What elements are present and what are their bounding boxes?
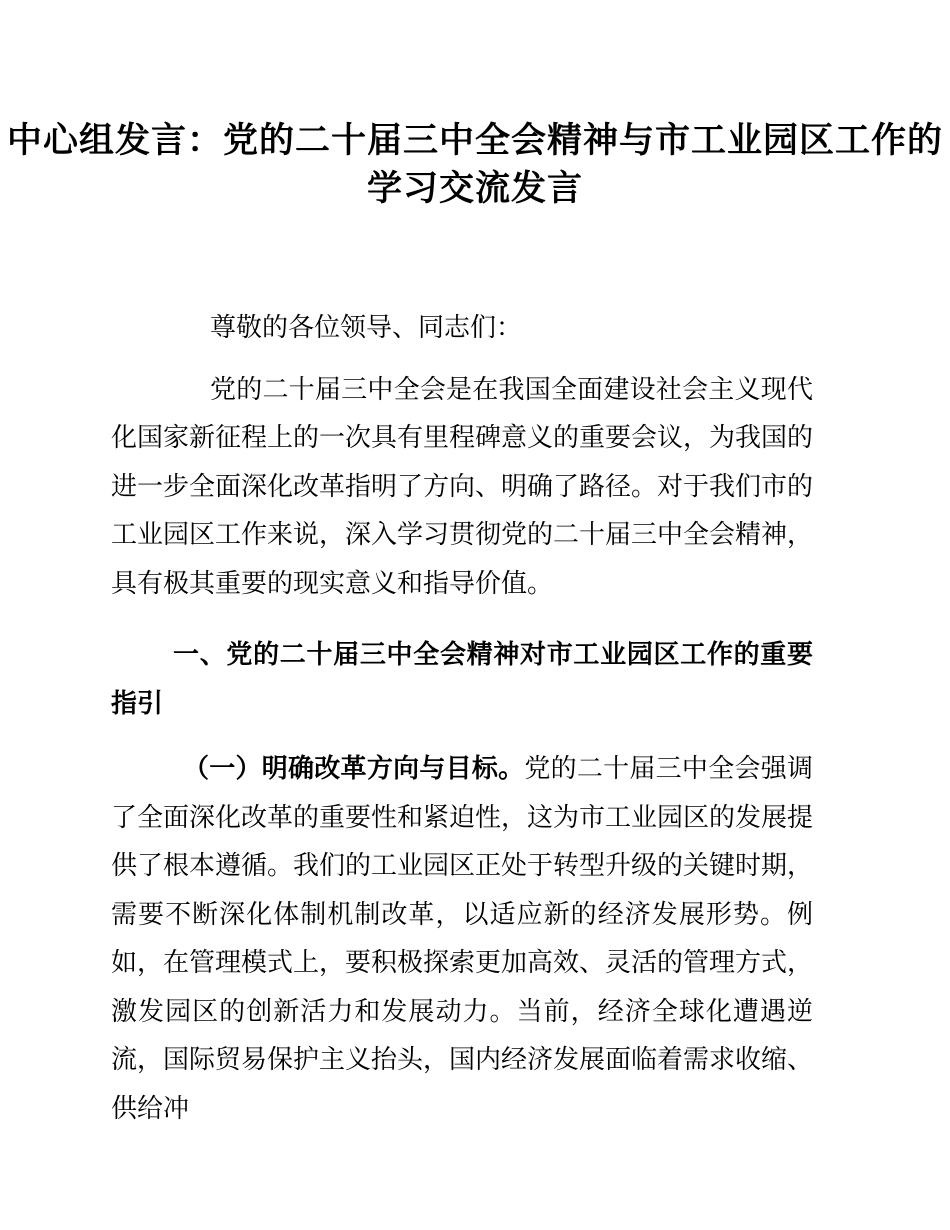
subsection1-body-text: 党的二十届三中全会强调了全面深化改革的重要性和紧迫性，这为市工业园区的发展提供了根本遵循。我们的工业园区正处于转型升级的关键时期，需要不断深化体制机制改革，以适应新的经济发展形势。例如，在管理模式上，要积极探索更加高效、灵活的管理方式，激发园区的创新活力和发展动力。当前，经济全球化遭遇逆流，国际贸易保护主义抬头，国内经济发展面临着需求收缩、供给冲	[111, 754, 814, 1123]
intro-paragraph: 党的二十届三中全会是在我国全面建设社会主义现代化国家新征程上的一次具有里程碑意义的重要会议，为我国的进一步全面深化改革指明了方向、明确了路径。对于我们市的工业园区工作来说，深入学习贯彻党的二十届三中全会精神，具有极其重要的现实意义和指导价值。	[111, 374, 814, 598]
subsection1-paragraph	[111, 744, 813, 1133]
greeting-line: 尊敬的各位领导、同志们：	[210, 313, 523, 342]
document-title: 中心组发言：党的二十届三中全会精神与市工业园区工作的学习交流发言	[7, 121, 944, 208]
section1-heading: 一、党的二十届三中全会精神对市工业园区工作的重要指引	[111, 639, 813, 718]
subsection1-lead: （一）明确改革方向与目标。	[183, 753, 525, 783]
